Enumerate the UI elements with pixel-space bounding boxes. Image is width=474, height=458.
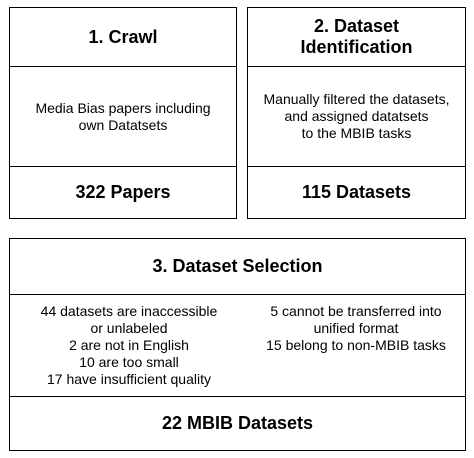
crawl-box bbox=[9, 7, 237, 219]
selection-description bbox=[10, 294, 465, 396]
selection-right-column bbox=[248, 303, 464, 354]
identification-description-line: Manually filtered the datasets, bbox=[263, 91, 450, 107]
crawl-description-line: Media Bias papers including bbox=[35, 99, 211, 116]
crawl-description bbox=[10, 66, 236, 166]
crawl-title: 1. Crawl bbox=[88, 26, 158, 47]
identification-description-line: and assigned datatsets bbox=[284, 108, 429, 124]
selection-box bbox=[9, 238, 466, 451]
selection-title: 3. Dataset Selection bbox=[152, 256, 323, 276]
identification-title-line: 2. Dataset bbox=[313, 16, 400, 36]
crawl-description-line: own Datatsets bbox=[78, 116, 168, 133]
selection-left-line: 17 have insufficient quality bbox=[47, 371, 211, 387]
identification-description bbox=[248, 66, 465, 166]
crawl-result: 322 Papers bbox=[10, 166, 236, 218]
selection-left-column bbox=[10, 303, 248, 388]
selection-right-line: 15 belong to non-MBIB tasks bbox=[266, 337, 446, 353]
identification-result: 115 Datasets bbox=[248, 166, 465, 218]
selection-result: 22 MBIB Datasets bbox=[10, 396, 465, 449]
identification-title-line: Identification bbox=[300, 37, 413, 57]
selection-left-line: 10 are too small bbox=[79, 354, 179, 370]
selection-right-line: 5 cannot be transferred into bbox=[270, 303, 442, 319]
identification-title bbox=[248, 8, 465, 66]
selection-right-line: unified format bbox=[313, 320, 399, 336]
identification-box bbox=[247, 7, 466, 219]
selection-left-line: 44 datasets are inaccessible bbox=[40, 303, 218, 319]
selection-left-line: 2 are not in English bbox=[69, 337, 189, 353]
identification-description-line: to the MBIB tasks bbox=[301, 125, 412, 141]
selection-left-line: or unlabeled bbox=[90, 320, 168, 336]
